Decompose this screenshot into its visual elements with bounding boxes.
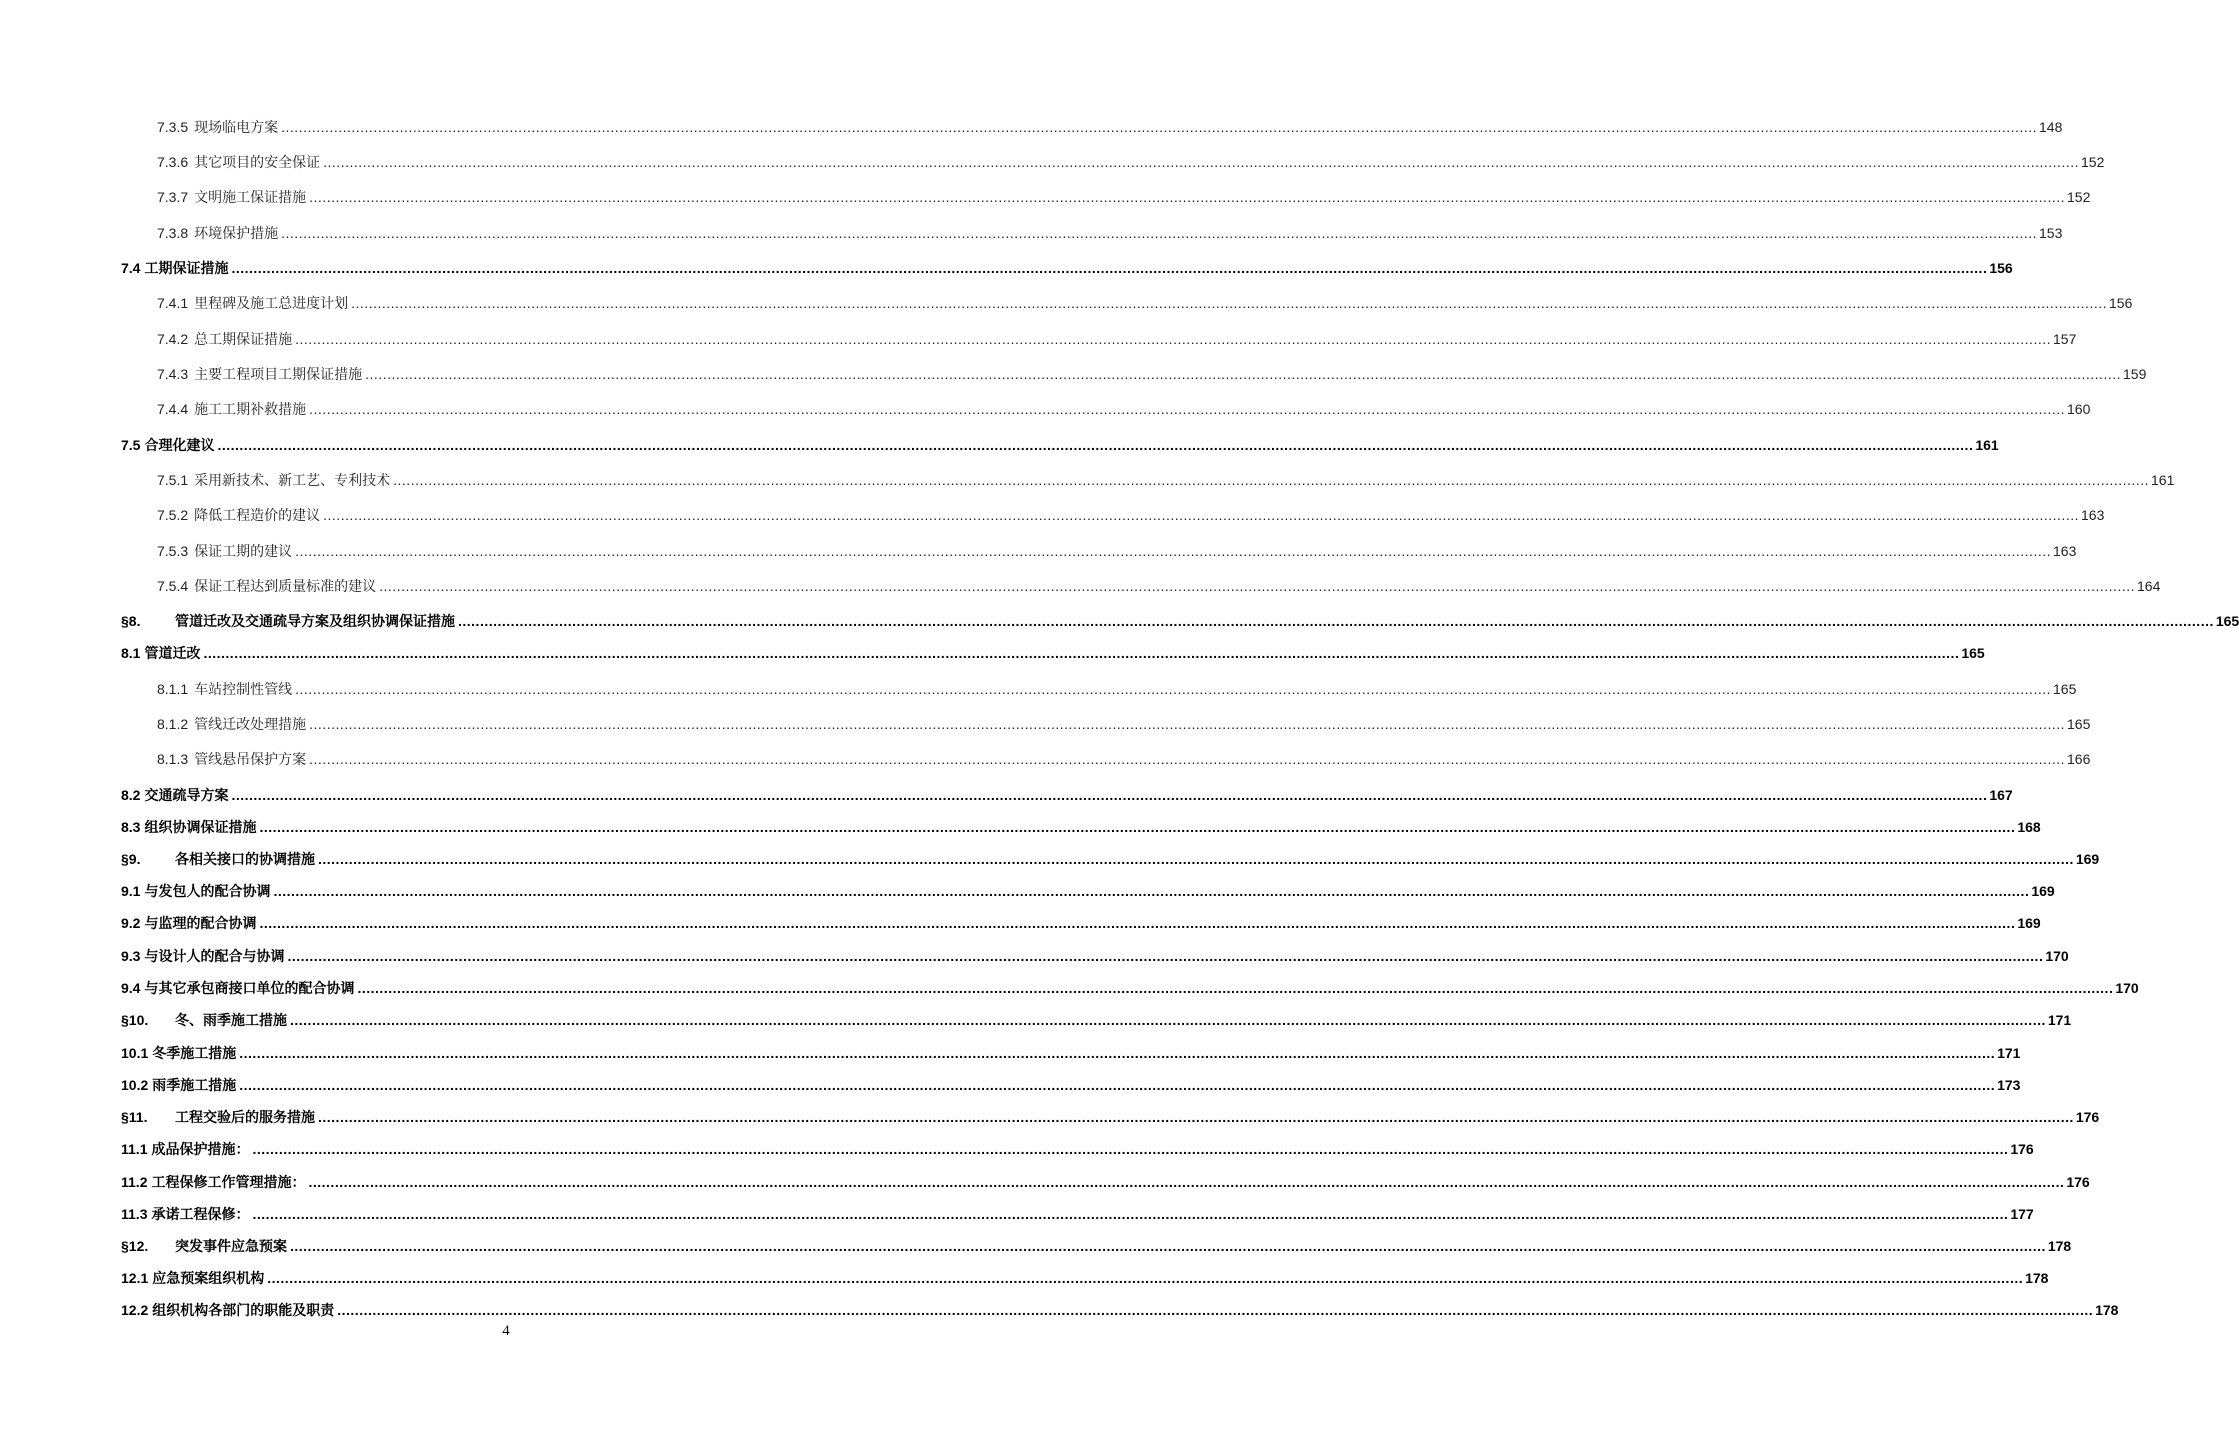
- toc-entry-title: 管线迁改处理措施: [194, 716, 307, 732]
- toc-entry-page: 171: [1997, 1045, 2021, 1061]
- dot-leader: ................................................................................................................................................................................................................................................................................................................................................................................................................: [458, 613, 2214, 629]
- toc-entry-title: 保证工期的建议: [194, 543, 293, 559]
- toc-entry-page: 165: [2215, 613, 2239, 629]
- toc-entry-page: 148: [2039, 119, 2063, 135]
- dot-leader: ................................................................................................................................................................................................................................................................................................................................................................................................................: [267, 1270, 2024, 1286]
- dot-leader: ................................................................................................................................................................................................................................................................................................................................................................................................................: [281, 119, 2037, 135]
- toc-entry-title: 降低工程造价的建议: [194, 507, 321, 523]
- toc-entry-number: 10.1: [121, 1045, 149, 1061]
- toc-entry-page: 178: [2025, 1270, 2049, 1286]
- toc-entry-page: 169: [2017, 915, 2041, 931]
- toc-entry-number: 11.3: [121, 1206, 148, 1222]
- toc-entry[interactable]: [0, 541, 2077, 561]
- toc-entry[interactable]: [0, 435, 1999, 455]
- toc-entry[interactable]: [0, 714, 2091, 734]
- toc-entry-number: 7.3.7: [157, 189, 189, 205]
- toc-entry[interactable]: [0, 1204, 2034, 1224]
- toc-entry-number: 8.3: [121, 819, 141, 835]
- toc-entry[interactable]: [0, 1075, 2021, 1095]
- toc-entry-title: 管道迁改: [144, 645, 201, 661]
- dot-leader: ................................................................................................................................................................................................................................................................................................................................................................................................................: [318, 1109, 2074, 1125]
- toc-entry[interactable]: [0, 1010, 2072, 1030]
- toc-entry-title: 各相关接口的协调措施: [175, 851, 315, 867]
- toc-entry-title: 管线悬吊保护方案: [194, 751, 307, 767]
- toc-entry[interactable]: [0, 152, 2105, 172]
- dot-leader: ................................................................................................................................................................................................................................................................................................................................................................................................................: [393, 472, 2149, 488]
- toc-entry-title: 文明施工保证措施: [194, 189, 307, 205]
- toc-entry[interactable]: [0, 1172, 2090, 1192]
- toc-entry-page: 161: [1975, 437, 1999, 453]
- toc-entry-page: 171: [2047, 1012, 2072, 1028]
- toc-entry[interactable]: [0, 1236, 2072, 1256]
- toc-entry-page: 152: [2081, 154, 2105, 170]
- dot-leader: ................................................................................................................................................................................................................................................................................................................................................................................................................: [273, 883, 2030, 899]
- toc-entry-page: 176: [2066, 1174, 2090, 1190]
- toc-entry-page: 177: [2010, 1206, 2034, 1222]
- dot-leader: ................................................................................................................................................................................................................................................................................................................................................................................................................: [239, 1045, 1996, 1061]
- toc-entry[interactable]: [0, 505, 2105, 525]
- toc-entry[interactable]: [0, 913, 2041, 933]
- toc-entry-title: 采用新技术、新工艺、专利技术: [194, 472, 391, 488]
- toc-entry-number: 9.2: [121, 915, 141, 931]
- toc-entry-number: 11.1: [121, 1141, 148, 1157]
- toc-entry-number: §12.: [121, 1238, 149, 1254]
- toc-entry-number: 7.4.4: [157, 401, 189, 417]
- toc-entry-number: 9.1: [121, 883, 141, 899]
- toc-entry-number: 7.3.5: [157, 119, 189, 135]
- toc-entry[interactable]: [0, 364, 2147, 384]
- toc-entry-title: 施工工期补救措施: [194, 401, 307, 417]
- toc-entry-number: 7.3.6: [157, 154, 189, 170]
- toc-entry-number: 7.5: [121, 437, 141, 453]
- toc-entry[interactable]: [0, 258, 2013, 278]
- dot-leader: ................................................................................................................................................................................................................................................................................................................................................................................................................: [231, 260, 1988, 276]
- toc-entry[interactable]: [0, 849, 2100, 869]
- toc-entry[interactable]: [0, 1043, 2021, 1063]
- toc-entry-page: 178: [2095, 1302, 2119, 1318]
- toc-entry[interactable]: [0, 785, 2013, 805]
- dot-leader: ................................................................................................................................................................................................................................................................................................................................................................................................................: [203, 645, 1960, 661]
- dot-leader: ................................................................................................................................................................................................................................................................................................................................................................................................................: [290, 1238, 2046, 1254]
- toc-entry[interactable]: [0, 881, 2055, 901]
- toc-entry-title: 交通疏导方案: [144, 787, 229, 803]
- dot-leader: ................................................................................................................................................................................................................................................................................................................................................................................................................: [379, 578, 2135, 594]
- toc-entry[interactable]: [0, 329, 2077, 349]
- toc-entry-title: 里程碑及施工总进度计划: [194, 295, 349, 311]
- toc-entry-title: 主要工程项目工期保证措施: [194, 366, 363, 382]
- toc-entry-page: 157: [2053, 331, 2077, 347]
- toc-entry-title: 其它项目的安全保证: [194, 154, 321, 170]
- toc-entry-number: 7.4.1: [157, 295, 189, 311]
- toc-entry-page: 170: [2045, 948, 2069, 964]
- toc-entry-page: 160: [2067, 401, 2091, 417]
- toc-entry-title: 冬、雨季施工措施: [175, 1012, 287, 1028]
- toc-entry-title: 承诺工程保修：: [151, 1206, 250, 1222]
- toc-entry-page: 169: [2031, 883, 2055, 899]
- toc-entry-title: 现场临电方案: [194, 119, 279, 135]
- toc-entry-page: 173: [1997, 1077, 2021, 1093]
- toc-entry-title: 组织机构各部门的职能及职责: [152, 1302, 335, 1318]
- toc-entry-page: 165: [2053, 681, 2077, 697]
- toc-entry-title: 车站控制性管线: [194, 681, 293, 697]
- toc-entry-title: 与其它承包商接口单位的配合协调: [144, 980, 355, 996]
- dot-leader: ................................................................................................................................................................................................................................................................................................................................................................................................................: [337, 1302, 2094, 1318]
- dot-leader: ................................................................................................................................................................................................................................................................................................................................................................................................................: [323, 154, 2079, 170]
- toc-entry-page: 176: [2075, 1109, 2100, 1125]
- dot-leader: ................................................................................................................................................................................................................................................................................................................................................................................................................: [323, 507, 2079, 523]
- toc-entry-number: 7.5.3: [157, 543, 189, 559]
- dot-leader: ................................................................................................................................................................................................................................................................................................................................................................................................................: [309, 751, 2065, 767]
- toc-entry-page: 164: [2137, 578, 2161, 594]
- dot-leader: ................................................................................................................................................................................................................................................................................................................................................................................................................: [318, 851, 2074, 867]
- toc-entry[interactable]: [0, 293, 2133, 313]
- toc-entry[interactable]: [0, 1139, 2034, 1159]
- toc-entry[interactable]: [0, 643, 1985, 663]
- toc-entry-title: 与设计人的配合与协调: [144, 948, 285, 964]
- dot-leader: ................................................................................................................................................................................................................................................................................................................................................................................................................: [231, 787, 1988, 803]
- toc-entry-page: 163: [2081, 507, 2105, 523]
- toc-entry-number: 11.2: [121, 1174, 148, 1190]
- toc-entry[interactable]: [0, 1107, 2100, 1127]
- dot-leader: ................................................................................................................................................................................................................................................................................................................................................................................................................: [365, 366, 2121, 382]
- dot-leader: ................................................................................................................................................................................................................................................................................................................................................................................................................: [309, 401, 2065, 417]
- toc-entry-page: 165: [1961, 645, 1985, 661]
- toc-entry[interactable]: [0, 117, 2063, 137]
- toc-entry-page: 169: [2075, 851, 2100, 867]
- toc-entry[interactable]: [0, 399, 2091, 419]
- dot-leader: ................................................................................................................................................................................................................................................................................................................................................................................................................: [295, 681, 2051, 697]
- toc-entry-page: 165: [2067, 716, 2091, 732]
- toc-entry-title: 应急预案组织机构: [152, 1270, 265, 1286]
- toc-entry-title: 管道迁改及交通疏导方案及组织协调保证措施: [175, 613, 455, 629]
- toc-entry[interactable]: [0, 187, 2091, 207]
- toc-entry[interactable]: [0, 470, 2175, 490]
- dot-leader: ................................................................................................................................................................................................................................................................................................................................................................................................................: [217, 437, 1974, 453]
- toc-entry-number: §9.: [121, 851, 141, 867]
- toc-entry-page: 167: [1989, 787, 2013, 803]
- toc-entry-title: 成品保护措施：: [151, 1141, 250, 1157]
- dot-leader: ................................................................................................................................................................................................................................................................................................................................................................................................................: [290, 1012, 2046, 1028]
- toc-entry-number: §10.: [121, 1012, 149, 1028]
- toc-entry-page: 153: [2039, 225, 2063, 241]
- toc-entry-number: 9.3: [121, 948, 141, 964]
- toc-entry-page: 163: [2053, 543, 2077, 559]
- toc-entry-title: 环境保护措施: [194, 225, 279, 241]
- toc-entry-number: 8.1.3: [157, 751, 189, 767]
- toc-entry-title: 突发事件应急预案: [175, 1238, 287, 1254]
- toc-entry-title: 与发包人的配合协调: [144, 883, 271, 899]
- toc-entry-page: 178: [2047, 1238, 2072, 1254]
- toc-entry-title: 总工期保证措施: [194, 331, 293, 347]
- toc-entry-page: 168: [2017, 819, 2041, 835]
- toc-entry-title: 与监理的配合协调: [144, 915, 257, 931]
- toc-entry-number: 9.4: [121, 980, 141, 996]
- toc-entry[interactable]: [0, 1300, 2119, 1320]
- dot-leader: ................................................................................................................................................................................................................................................................................................................................................................................................................: [357, 980, 2114, 996]
- toc-entry-number: 7.4: [121, 260, 141, 276]
- toc-entry-page: 170: [2115, 980, 2139, 996]
- toc-entry-page: 161: [2151, 472, 2175, 488]
- toc-entry-number: §11.: [121, 1109, 148, 1125]
- dot-leader: ................................................................................................................................................................................................................................................................................................................................................................................................................: [351, 295, 2107, 311]
- toc-entry-page: 166: [2067, 751, 2091, 767]
- toc-entry[interactable]: [0, 978, 2139, 998]
- toc-entry-number: 8.2: [121, 787, 141, 803]
- toc-entry-title: 雨季施工措施: [152, 1077, 237, 1093]
- toc-entry-page: 152: [2067, 189, 2091, 205]
- dot-leader: ................................................................................................................................................................................................................................................................................................................................................................................................................: [281, 225, 2037, 241]
- dot-leader: ................................................................................................................................................................................................................................................................................................................................................................................................................: [295, 543, 2051, 559]
- toc-entry-title: 合理化建议: [144, 437, 215, 453]
- toc-entry-page: 156: [2109, 295, 2133, 311]
- toc-entry[interactable]: [0, 611, 2239, 631]
- toc-entry-title: 工程交验后的服务措施: [175, 1109, 315, 1125]
- toc-entry-title: 工程保修工作管理措施：: [151, 1174, 306, 1190]
- toc-entry-number: 12.2: [121, 1302, 149, 1318]
- toc-entry-page: 156: [1989, 260, 2013, 276]
- dot-leader: ................................................................................................................................................................................................................................................................................................................................................................................................................: [252, 1141, 2009, 1157]
- dot-leader: ................................................................................................................................................................................................................................................................................................................................................................................................................: [259, 915, 2016, 931]
- dot-leader: ................................................................................................................................................................................................................................................................................................................................................................................................................: [295, 331, 2051, 347]
- toc-entry-page: 159: [2123, 366, 2147, 382]
- toc-entry-number: 7.5.1: [157, 472, 189, 488]
- toc-entry-page: 176: [2010, 1141, 2034, 1157]
- toc-entry[interactable]: [0, 223, 2063, 243]
- dot-leader: ................................................................................................................................................................................................................................................................................................................................................................................................................: [252, 1206, 2009, 1222]
- toc-entry-number: 8.1: [121, 645, 141, 661]
- page-number: 4: [502, 1323, 510, 1339]
- toc-entry[interactable]: [0, 576, 2161, 596]
- toc-entry-number: 8.1.2: [157, 716, 189, 732]
- toc-entry-title: 保证工程达到质量标准的建议: [194, 578, 377, 594]
- toc-entry-title: 工期保证措施: [144, 260, 229, 276]
- toc-entry[interactable]: [0, 817, 2041, 837]
- toc-entry-number: 10.2: [121, 1077, 149, 1093]
- toc-entry[interactable]: [0, 749, 2091, 769]
- toc-entry-number: §8.: [121, 613, 141, 629]
- toc-entry-number: 8.1.1: [157, 681, 189, 697]
- dot-leader: ................................................................................................................................................................................................................................................................................................................................................................................................................: [287, 948, 2044, 964]
- toc-entry-title: 组织协调保证措施: [144, 819, 257, 835]
- toc-entry-number: 7.4.2: [157, 331, 189, 347]
- toc-entry-number: 7.5.2: [157, 507, 189, 523]
- toc-entry-number: 12.1: [121, 1270, 149, 1286]
- toc-entry-title: 冬季施工措施: [152, 1045, 237, 1061]
- dot-leader: ................................................................................................................................................................................................................................................................................................................................................................................................................: [239, 1077, 1996, 1093]
- dot-leader: ................................................................................................................................................................................................................................................................................................................................................................................................................: [309, 189, 2065, 205]
- toc-entry-number: 7.4.3: [157, 366, 189, 382]
- toc-entry[interactable]: [0, 946, 2069, 966]
- toc-entry[interactable]: [0, 1268, 2049, 1288]
- toc-entry[interactable]: [0, 679, 2077, 699]
- dot-leader: ................................................................................................................................................................................................................................................................................................................................................................................................................: [308, 1174, 2065, 1190]
- dot-leader: ................................................................................................................................................................................................................................................................................................................................................................................................................: [309, 716, 2065, 732]
- dot-leader: ................................................................................................................................................................................................................................................................................................................................................................................................................: [259, 819, 2016, 835]
- toc-entry-number: 7.5.4: [157, 578, 189, 594]
- toc-entry-number: 7.3.8: [157, 225, 189, 241]
